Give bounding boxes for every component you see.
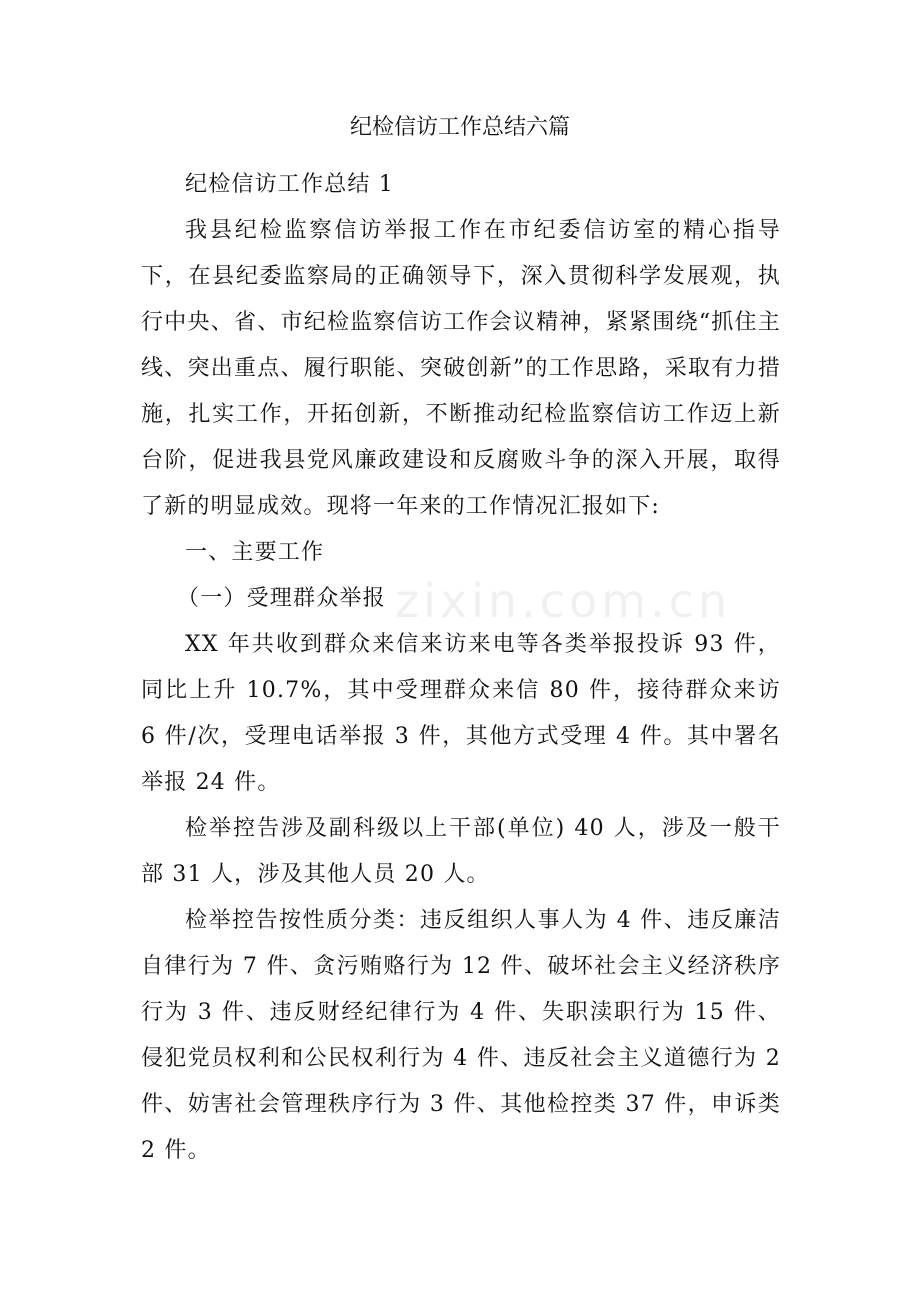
heading-accept-reports: （一）受理群众举报	[177, 586, 386, 611]
paragraph-report-counts: XX 年共收到群众来信来访来电等各类举报投诉 93 件，同比上升 10.7%，其中受理群众来信 80 件，接待群众来访 6 件/次，受理电话举报 3 件，其他方式受理 4 件。其中署名举报 24 件。	[141, 632, 781, 795]
heading-main-work: 一、主要工作	[185, 540, 325, 565]
paragraph-classification: 检举控告按性质分类：违反组织人事人为 4 件、违反廉洁自律行为 7 件、贪污贿赂行为 12 件、破坏社会主义经济秩序行为 3 件、违反财经纪律行为 4 件、失职渎职行为 15 件、侵犯党员权利和公民权利行为 4 件、违反社会主义道德行为 2 件、妨害社会管理秩序行为 3 件、其他检控类 37 件，申诉类 2 件。	[141, 908, 781, 1163]
watermark: zixin.com.cn	[395, 574, 732, 628]
paragraph-involved-persons: 检举控告涉及副科级以上干部(单位) 40 人，涉及一般干部 31 人，涉及其他人员 20 人。	[141, 816, 781, 887]
document-title: 纪检信访工作总结六篇	[349, 115, 570, 140]
document-body	[141, 162, 781, 1174]
paragraph-intro: 我县纪检监察信访举报工作在市纪委信访室的精心指导下，在县纪委监察局的正确领导下，深入贯彻科学发展观，执行中央、省、市纪检监察信访工作会议精神，紧紧围绕“抓住主线、突出重点、履行职能、突破创新”的工作思路，采取有力措施，扎实工作，开拓创新，不断推动纪检监察信访工作迈上新台阶，促进我县党风廉政建设和反腐败斗争的深入开展，取得了新的明显成效。现将一年来的工作情况汇报如下:	[141, 218, 781, 519]
section-title: 纪检信访工作总结 1	[185, 172, 394, 197]
